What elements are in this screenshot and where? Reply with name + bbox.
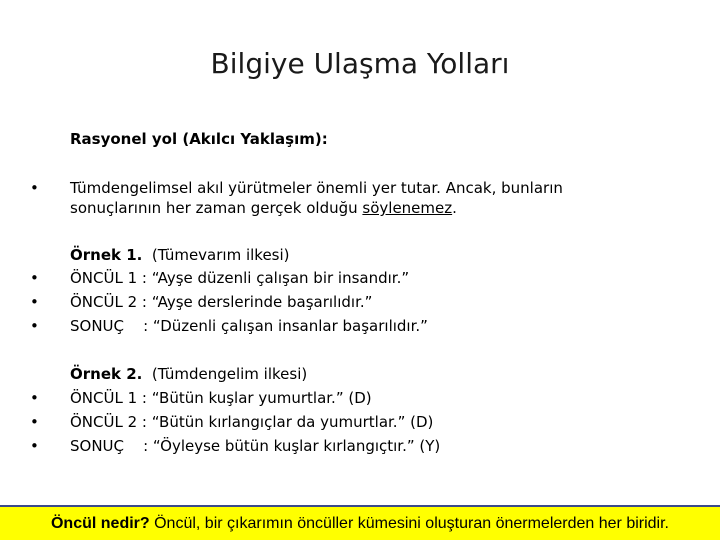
bullet-icon: • bbox=[30, 293, 39, 311]
example1-label: Örnek 1. bbox=[70, 246, 143, 264]
example2-label: Örnek 2. bbox=[70, 365, 143, 383]
bullet-icon: • bbox=[30, 317, 39, 335]
definition-answer: Öncül, bir çıkarımın öncüller kümesini oluşturan önermelerden her biridir. bbox=[149, 515, 669, 532]
bullet-icon: • bbox=[30, 437, 39, 455]
bullet-icon: • bbox=[30, 389, 39, 407]
example2-principle: (Tümdengelim ilkesi) bbox=[142, 365, 308, 383]
underlined-word: söylenemez bbox=[362, 199, 453, 217]
definition-question: Öncül nedir? bbox=[50, 515, 150, 532]
slide-subtitle: Rasyonel yol (Akılcı Yaklaşım): bbox=[70, 130, 328, 148]
example1-principle: (Tümevarım ilkesi) bbox=[142, 246, 290, 264]
definition-banner bbox=[0, 505, 720, 540]
intro-text: Tümdengelimsel akıl yürütmeler önemli yer tutar. Ancak, bunların sonuçlarının her zaman gerçek olduğu söylenemez. bbox=[70, 179, 563, 217]
bullet-icon: • bbox=[30, 179, 39, 197]
slide-title: Bilgiye Ulaşma Yolları bbox=[210, 47, 510, 80]
bullet-icon: • bbox=[30, 269, 39, 287]
slide: Bilgiye Ulaşma Yolları Rasyonel yol (Akılcı Yaklaşım): • Tümdengelimsel akıl yürütmeler önemli yer tutar. Ancak, bunların sonuçlarının her zaman gerçek olduğu söylenemez. Örnek 1. (Tümevarım ilkesi) • ÖNCÜL 1 : “Ayşe düzenli çalışan bir insandır.” • ÖNCÜL 2 : “Ayşe derslerinde başarılıdır.” • SONUÇ : “Düzenli çalışan insanlar başarılıdır.” Örnek 2. (Tümdengelim ilkesi) • ÖNCÜL 1 : “Bütün kuşlar yumurtlar.” (D) • ÖNCÜL 2 : “Bütün kırlangıçlar da yumurtlar.” (D) • SONUÇ : “Öyleyse bütün kuşlar kırlangıçtır.” (Y) Öncül nedir? Öncül, bir çıkarımın öncüller kümesini oluşturan önermelerden her biridir. bbox=[0, 0, 720, 540]
bullet-icon: • bbox=[30, 413, 39, 431]
